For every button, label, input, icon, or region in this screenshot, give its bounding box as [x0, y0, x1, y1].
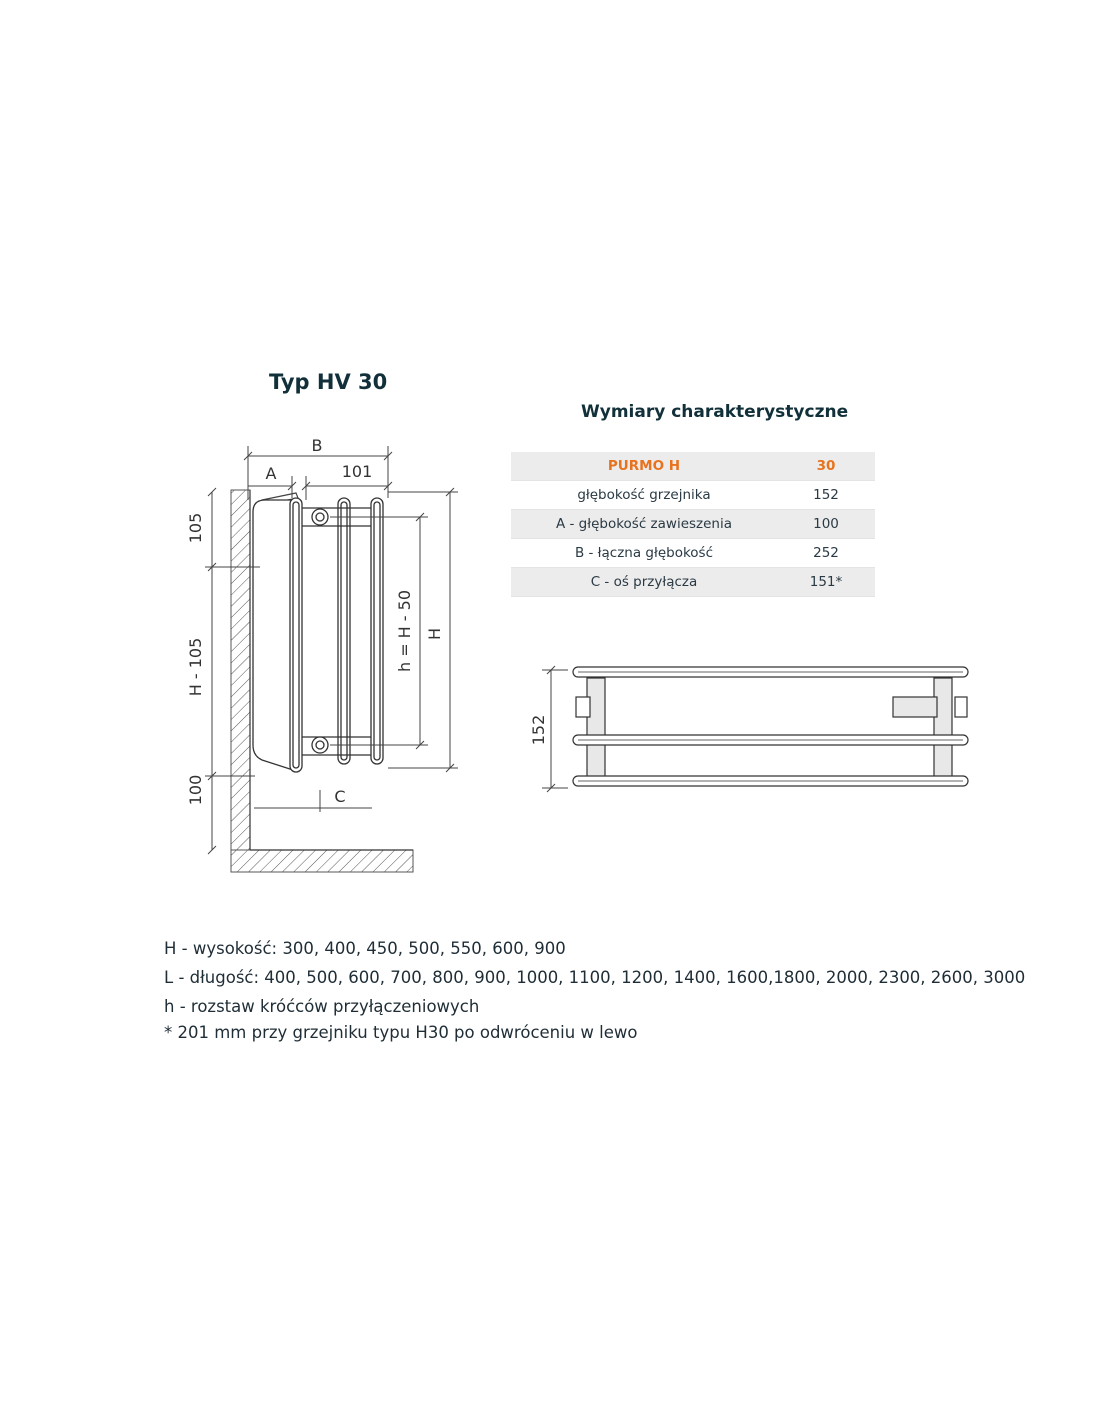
note-height: H - wysokość: 300, 400, 450, 500, 550, 600, 900: [164, 939, 566, 958]
label-101: 101: [341, 462, 373, 481]
label-h-105: H - 105: [186, 637, 205, 697]
label-100: 100: [186, 774, 205, 806]
note-length: L - długość: 400, 500, 600, 700, 800, 900, 1000, 1100, 1200, 1400, 1600,1800, 2000, 2300, 2600, 3000: [164, 968, 1026, 987]
table-title: Wymiary charakterystyczne: [581, 402, 849, 422]
header-value: 30: [777, 452, 875, 481]
row-value: 152: [813, 487, 839, 503]
row-value: 252: [813, 545, 839, 561]
row-value: 100: [777, 510, 875, 539]
table-header-row: [511, 452, 875, 481]
table-row: [511, 568, 875, 597]
label-105: 105: [186, 512, 205, 544]
note-footnote: * 201 mm przy grzejniku typu H30 po odwróceniu w lewo: [164, 1023, 638, 1042]
table-row: [511, 539, 875, 568]
row-value: 151*: [777, 568, 875, 597]
spec-table: [511, 452, 875, 597]
label-C: C: [334, 787, 346, 806]
table-row: [511, 510, 875, 539]
radiator-top-view: [573, 667, 968, 786]
notes: [164, 934, 1024, 1045]
label-B: B: [311, 436, 323, 455]
table-row: [511, 481, 875, 510]
label-152: 152: [529, 714, 548, 746]
label-H: H: [425, 627, 444, 641]
label-A: A: [265, 464, 277, 483]
side-view-diagram: [180, 430, 444, 880]
row-label: C - oś przyłącza: [511, 568, 777, 597]
diagram-title: Typ HV 30: [269, 370, 388, 394]
top-view-diagram: [520, 655, 970, 800]
label-h-eq: h = H - 50: [395, 589, 414, 673]
note-spacing: h - rozstaw króćców przyłączeniowych: [164, 997, 480, 1016]
header-name: PURMO H: [511, 452, 777, 481]
row-label: głębokość grzejnika: [577, 487, 711, 503]
row-label: A - głębokość zawieszenia: [511, 510, 777, 539]
radiator-panels: [253, 498, 383, 772]
row-label: B - łączna głębokość: [574, 545, 714, 561]
